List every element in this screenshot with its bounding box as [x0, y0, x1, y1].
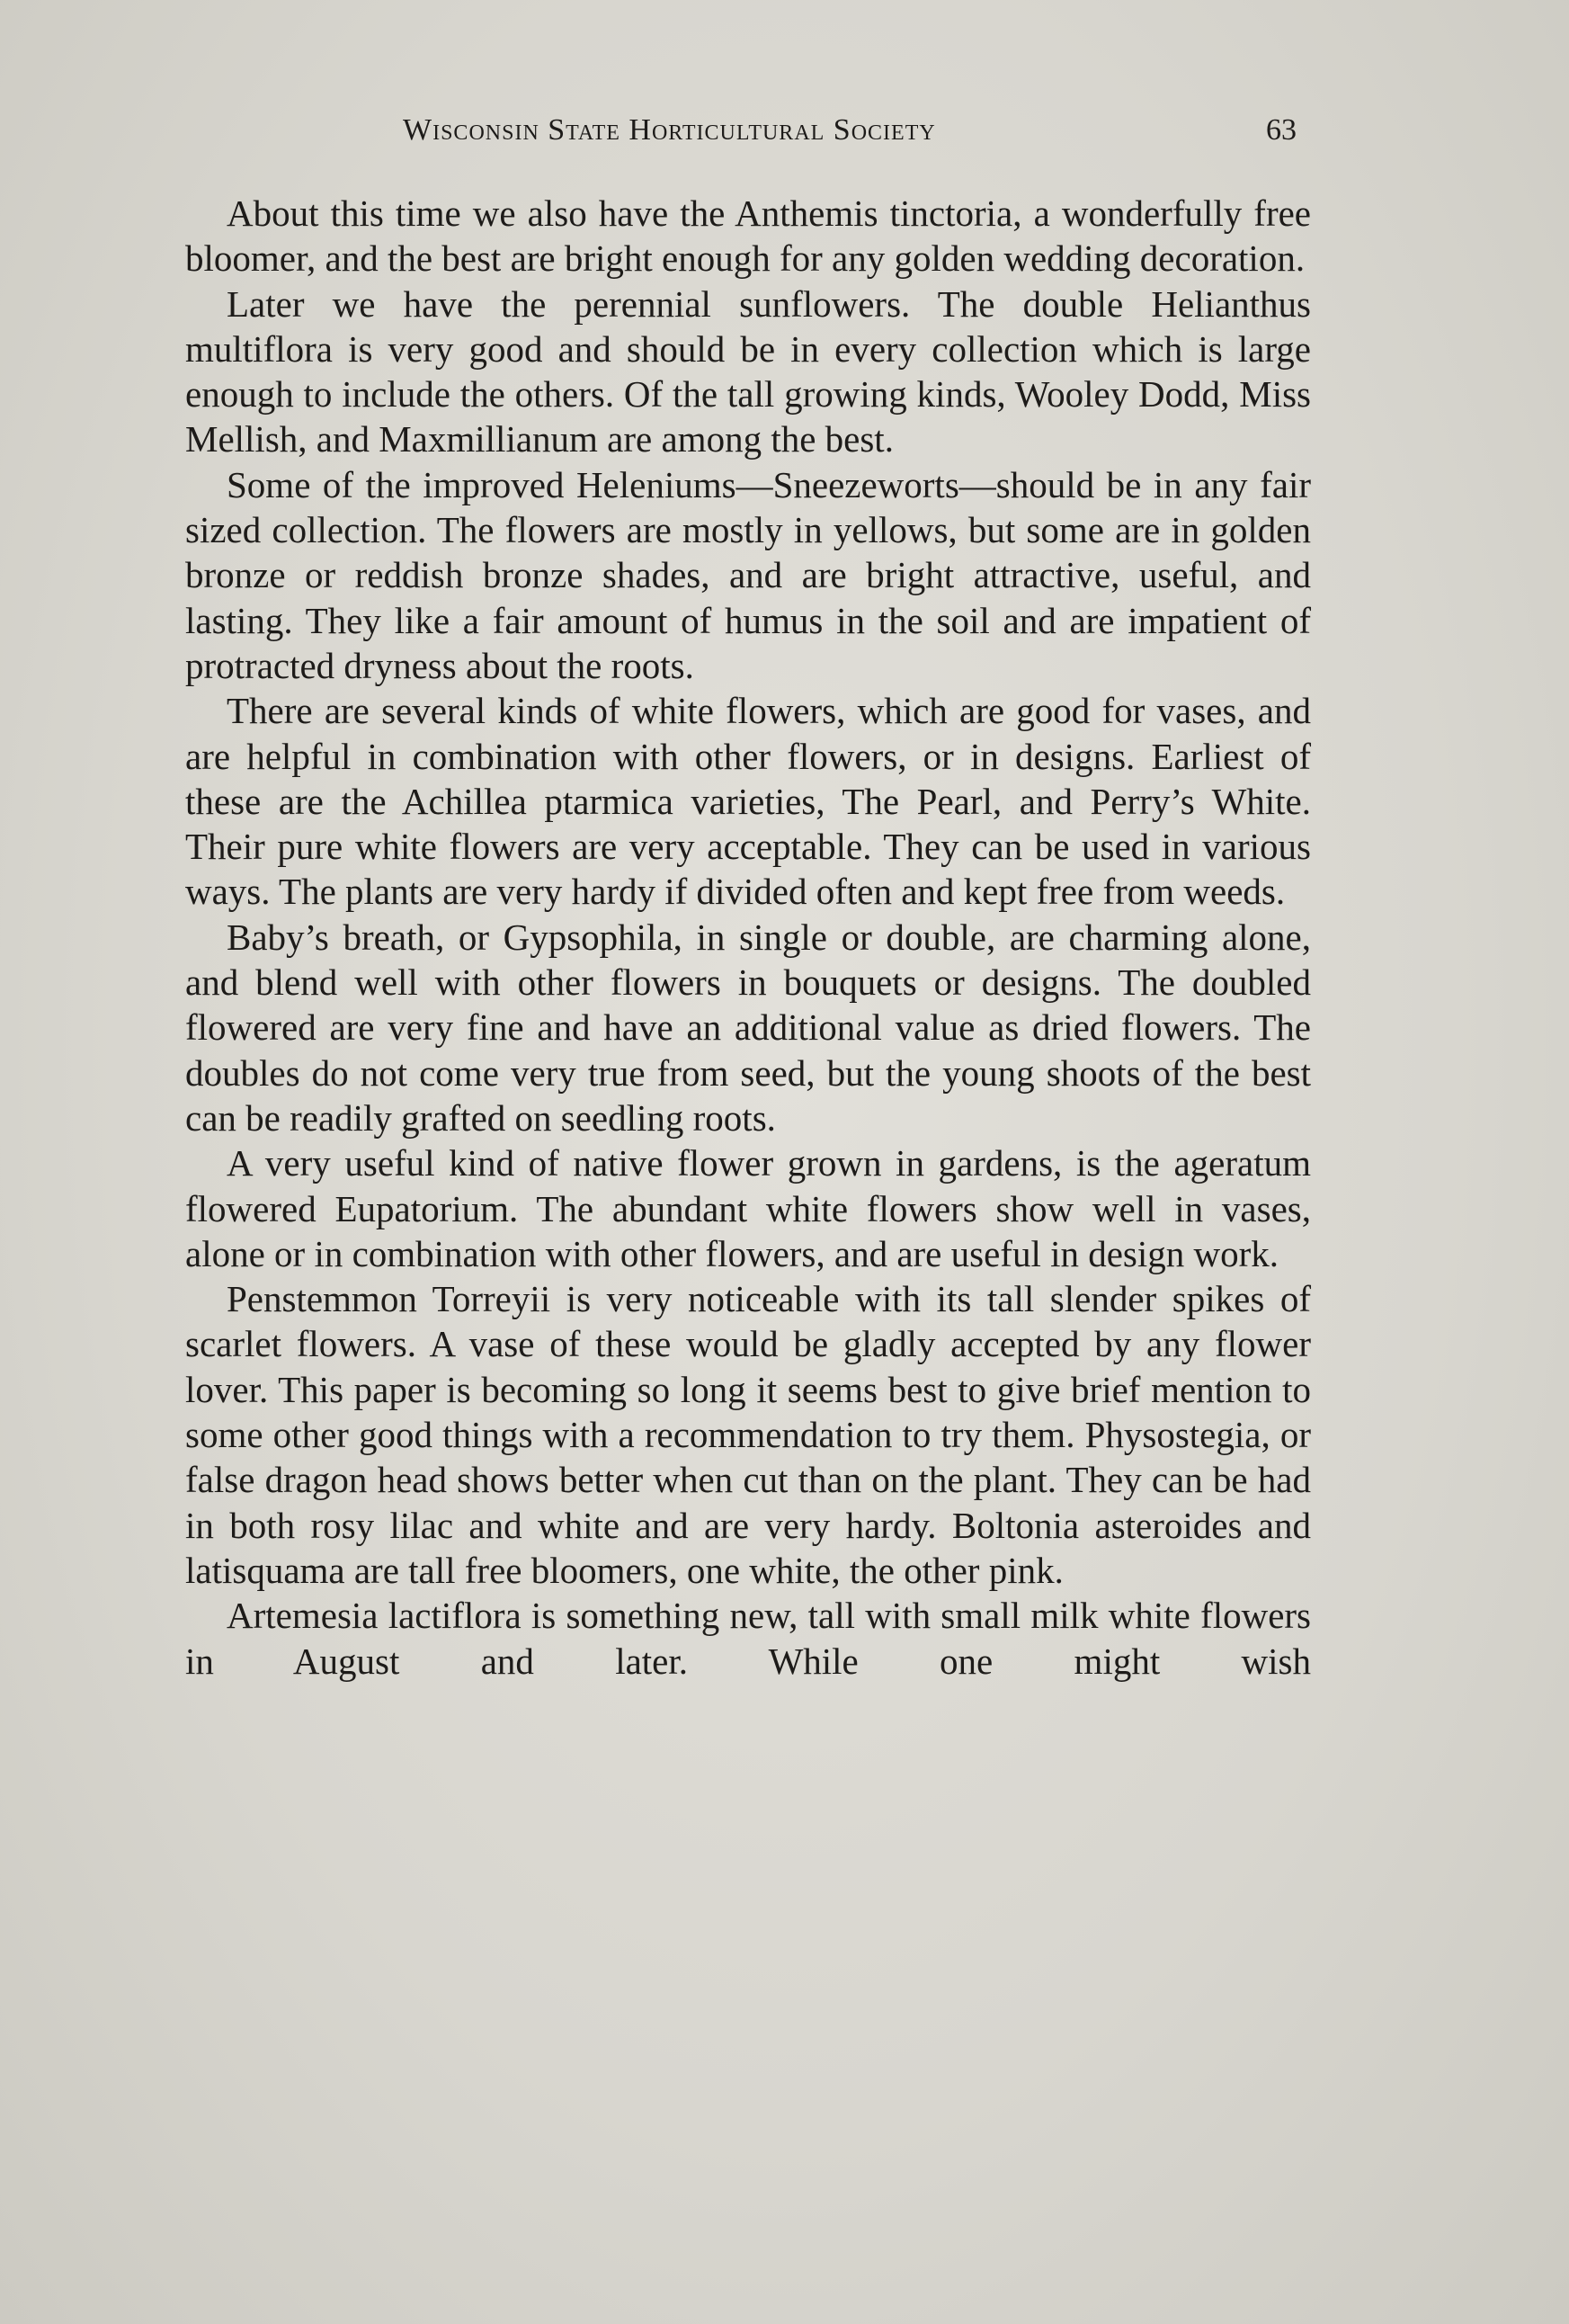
- paragraph-white-flowers: There are several kinds of white flowers, which are good for vases, and are helpful in combination with other flowers, or in designs. Earliest of these are the Achillea ptarmica varieties, The Pearl, and Perry’s White. Their pure white flowers are very acceptable. They can be used in various ways. The plants are very hardy if divided often and kept free from weeds.: [185, 690, 1311, 913]
- running-title: Wisconsin State Horticultural Society: [403, 113, 936, 147]
- page-number: 63: [1266, 113, 1297, 147]
- page-header: [403, 113, 1302, 158]
- paragraph-gypsophila: Baby’s breath, or Gypsophila, in single or double, are charming alone, and blend well with other flowers in bouquets or designs. The doubled flowered are very fine and have an additional value as dried flowers. The doubles do not come very true from seed, but the young shoots of the best can be readily grafted on seedling roots.: [185, 916, 1311, 1139]
- paragraph-eupatorium: A very useful kind of native flower grown in gardens, is the ageratum flowered Eupatorium. The abundant white flowers show well in vases, alone or in combination with other flowers, and are useful in design work.: [185, 1142, 1311, 1274]
- paragraph-heleniums: Some of the improved Heleniums—Sneezeworts—should be in any fair sized collection. The flowers are mostly in yellows, but some are in golden bronze or reddish bronze shades, and are bright attractive, useful, and lasting. They like a fair amount of humus in the soil and are impatient of protracted dryness about the roots.: [185, 463, 1311, 686]
- paragraph-artemesia: Artemesia lactiflora is something new, tall with small milk white flowers in August and later. While one might wish: [185, 1595, 1311, 1682]
- paragraph-penstemmon: Penstemmon Torreyii is very noticeable with its tall slender spikes of scarlet flowers. A vase of these would be gladly accepted by any flower lover. This paper is becoming so long it seems best to give brief mention to some other good things with a recommendation to try them. Physostegia, or false dragon head shows better when cut than on the plant. They can be had in both rosy lilac and white and are very hardy. Boltonia asteroides and latisquama are tall free bloomers, one white, the other pink.: [185, 1278, 1311, 1591]
- body-text: [185, 191, 1311, 1684]
- paragraph-sunflowers: Later we have the perennial sunflowers. The double Helianthus multiflora is very good and should be in every collection which is large enough to include the others. Of the tall growing kinds, Wooley Dodd, Miss Mellish, and Maxmillianum are among the best.: [185, 282, 1311, 460]
- paragraph-anthemis: About this time we also have the Anthemis tinctoria, a wonderfully free bloomer, and the best are bright enough for any golden wedding decoration.: [185, 192, 1311, 280]
